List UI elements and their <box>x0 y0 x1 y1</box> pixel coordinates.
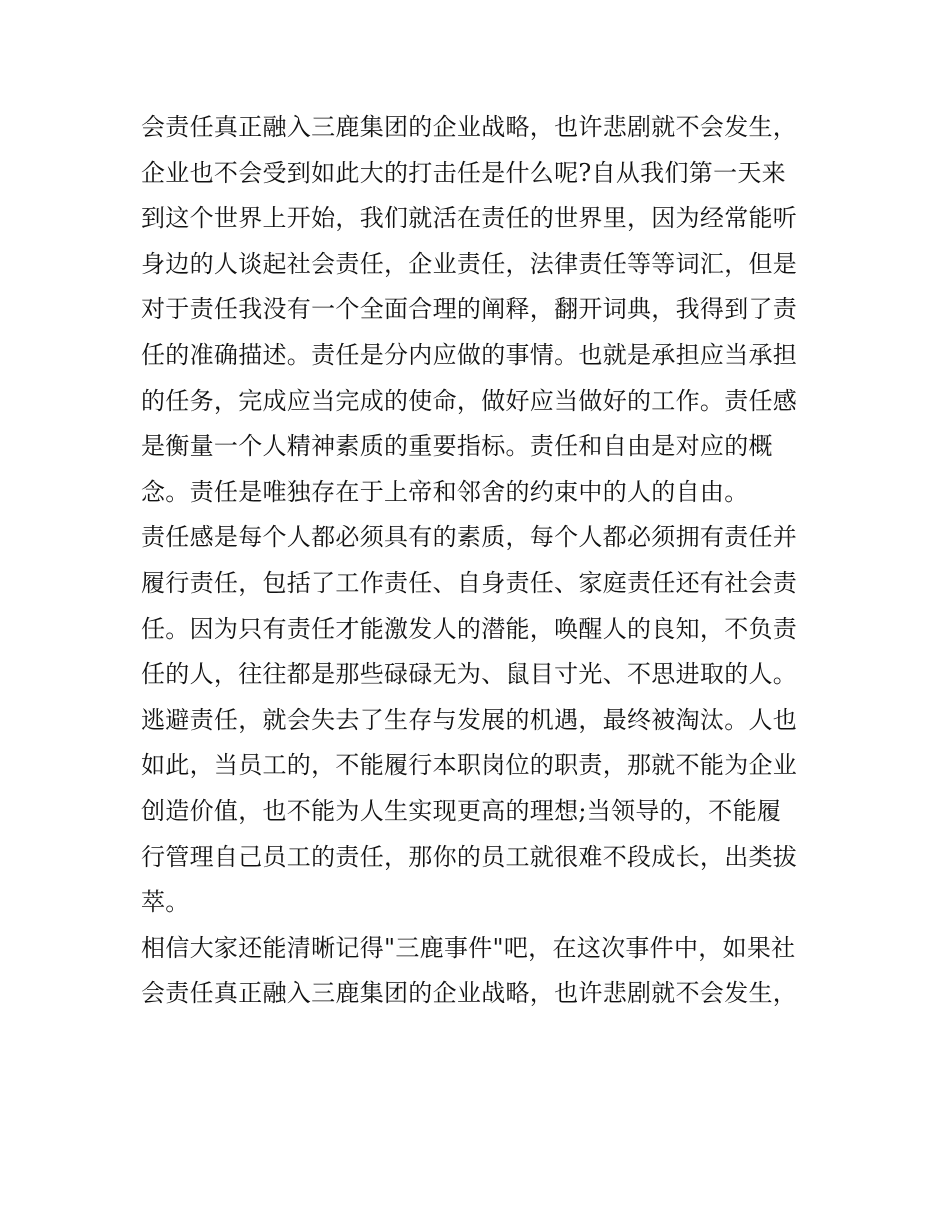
text-line: 任。因为只有责任才能激发人的潜能，唤醒人的良知，不负责 <box>141 614 798 643</box>
text-line: 履行责任，包括了工作责任、自身责任、家庭责任还有社会责 <box>141 568 798 597</box>
text-line: 如此，当员工的，不能履行本职岗位的职责，那就不能为企业 <box>141 751 798 780</box>
text-line: 念。责任是唯独存在于上帝和邻舍的约束中的人的自由。 <box>141 477 749 506</box>
text-line: 行管理自己员工的责任，那你的员工就很难不段成长，出类拔 <box>141 842 798 871</box>
text-line: 会责任真正融入三鹿集团的企业战略，也许悲剧就不会发生， <box>141 979 798 1008</box>
text-line: 逃避责任，就会失去了生存与发展的机遇，最终被淘汰。人也 <box>141 705 798 734</box>
text-line: 对于责任我没有一个全面合理的阐释，翻开词典，我得到了责 <box>141 295 798 324</box>
text-line: 相信大家还能清晰记得"三鹿事件"吧，在这次事件中，如果社 <box>141 933 796 962</box>
text-line: 身边的人谈起社会责任，企业责任，法律责任等等词汇，但是 <box>141 249 798 278</box>
text-line: 的任务，完成应当完成的使命，做好应当做好的工作。责任感 <box>141 386 798 415</box>
text-line: 会责任真正融入三鹿集团的企业战略，也许悲剧就不会发生， <box>141 113 798 141</box>
text-line: 萃。 <box>141 888 190 917</box>
text-line: 企业也不会受到如此大的打击任是什么呢?自从我们第一天来 <box>141 158 786 187</box>
text-line: 是衡量一个人精神素质的重要指标。责任和自由是对应的概 <box>141 432 773 461</box>
body-text <box>141 105 821 1017</box>
text-line: 责任感是每个人都必须具有的素质，每个人都必须拥有责任并 <box>141 523 798 552</box>
text-line: 创造价值，也不能为人生实现更高的理想;当领导的，不能履 <box>141 796 782 825</box>
text-line: 任的人，往往都是那些碌碌无为、鼠目寸光、不思进取的人。 <box>141 660 798 689</box>
text-line: 到这个世界上开始，我们就活在责任的世界里，因为经常能听 <box>141 204 798 233</box>
text-line: 任的准确描述。责任是分内应做的事情。也就是承担应当承担 <box>141 340 798 369</box>
